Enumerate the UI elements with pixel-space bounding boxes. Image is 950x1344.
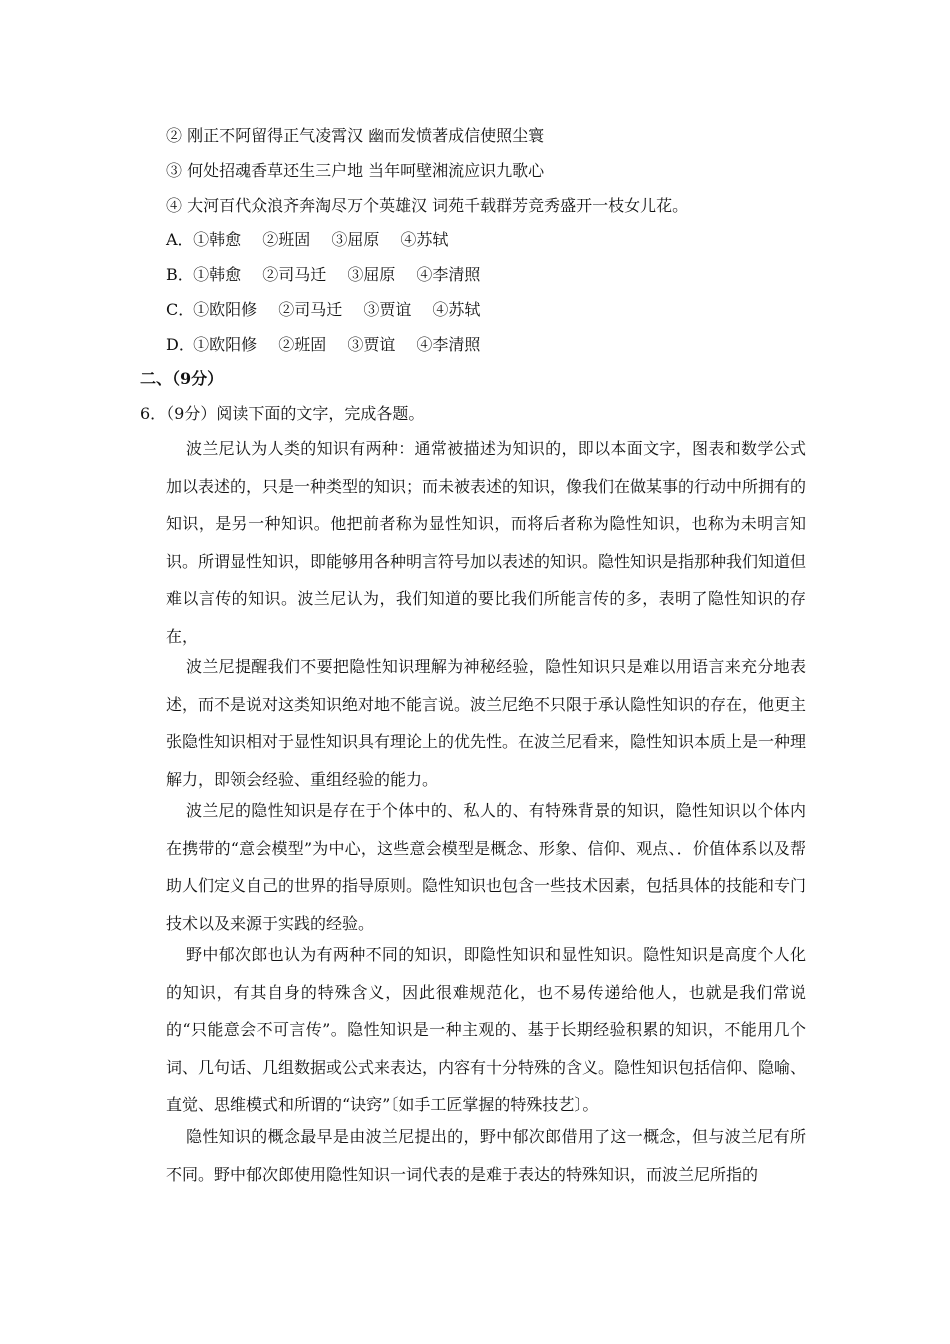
question-stem: 6．（9分）阅读下面的文字，完成各题。 [140, 404, 425, 423]
paragraph-5: 隐性知识的概念最早是由波兰尼提出的，野中郁次郎借用了这一概念，但与波兰尼有所不同。野中郁次郎使用隐性知识一词代表的是难于表达的特殊知识，而波兰尼所指的 [166, 1127, 806, 1184]
option-choice: ②司马迁 [278, 300, 343, 319]
option-choice: ③贾谊 [347, 335, 396, 354]
option-choice: ②班固 [262, 230, 311, 249]
option-d [166, 335, 496, 355]
option-choice: ④李清照 [416, 265, 481, 284]
option-choice: ②班固 [278, 335, 327, 354]
option-choice: ④苏轼 [432, 300, 481, 319]
paragraph-1: 波兰尼认为人类的知识有两种：通常被描述为知识的，即以本面文字，图表和数学公式加以表述的，只是一种类型的知识；而未被表述的知识，像我们在做某事的行动中所拥有的知识，是另一种知识。他把前者称为显性知识，而将后者称为隐性知识，也称为未明言知识。所谓显性知识，即能够用各种明言符号加以表述的知识。隐性知识是指那种我们知道但难以言传的知识。波兰尼认为，我们知道的要比我们所能言传的多，表明了隐性知识的存在， [166, 439, 807, 646]
paragraph-4: 野中郁次郎也认为有两种不同的知识，即隐性知识和显性知识。隐性知识是高度个人化的知识，有其自身的特殊含义，因此很难规范化，也不易传递给他人，也就是我们常说的“只能意会不可言传”。隐性知识是一种主观的、基于长期经验积累的知识，不能用几个词、几句话、几组数据或公式来表达，内容有十分特殊的含义。隐性知识包括信仰、隐喻、直觉、思维模式和所谓的“诀窍”〔如手工匠掌握的特殊技艺〕。 [166, 945, 807, 1114]
option-choice: ①韩愈 [193, 265, 242, 284]
option-choice: ③贾谊 [363, 300, 412, 319]
verse-2: ② 刚正不阿留得正气凌霄汉 幽而发愤著成信使照尘寰 [166, 126, 545, 145]
paragraph-3: 波兰尼的隐性知识是存在于个体中的、私人的、有特殊背景的知识，隐性知识以个体内在携带的“意会模型”为中心，这些意会模型是概念、形象、信仰、观点、．价值体系以及帮助人们定义自己的世界的指导原则。隐性知识也包含一些技术因素，包括具体的技能和专门技术以及来源于实践的经验。 [166, 801, 807, 933]
option-choice: ③屈原 [347, 265, 396, 284]
option-choice: ③屈原 [331, 230, 380, 249]
option-c [166, 300, 496, 320]
option-choice: ①欧阳修 [193, 335, 258, 354]
option-choice: ①欧阳修 [193, 300, 258, 319]
option-choice: ①韩愈 [193, 230, 242, 249]
option-letter: D． [166, 335, 195, 354]
option-choice: ④苏轼 [400, 230, 449, 249]
section-heading: 二、（9分） [140, 369, 224, 388]
option-choice: ②司马迁 [262, 265, 327, 284]
option-choice: ④李清照 [416, 335, 481, 354]
verse-3: ③ 何处招魂香草还生三户地 当年呵壁湘流应识九歌心 [166, 161, 545, 180]
paragraph-2: 波兰尼提醒我们不要把隐性知识理解为神秘经验，隐性知识只是难以用语言来充分地表述，而不是说对这类知识绝对地不能言说。波兰尼绝不只限于承认隐性知识的存在，他更主张隐性知识相对于显性知识具有理论上的优先性。在波兰尼看来，隐性知识本质上是一种理解力，即领会经验、重组经验的能力。 [166, 657, 807, 789]
option-a [166, 230, 464, 250]
option-letter: A． [166, 230, 194, 249]
verse-4: ④ 大河百代众浪齐奔淘尽万个英雄汉 词苑千载群芳竞秀盛开一枝女儿花。 [166, 196, 689, 215]
option-b [166, 265, 496, 285]
option-letter: B． [166, 265, 194, 284]
option-letter: C． [166, 300, 195, 319]
